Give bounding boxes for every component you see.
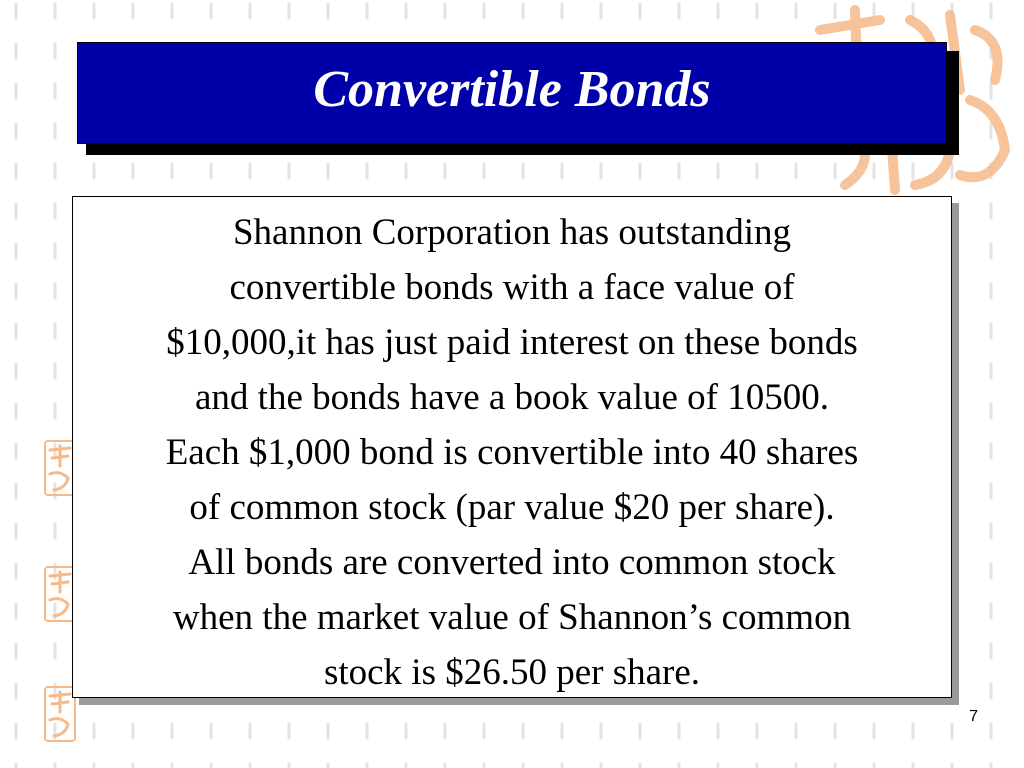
slide-title: Convertible Bonds <box>313 61 711 118</box>
body-textbox <box>72 196 952 698</box>
body-text: Shannon Corporation has outstanding convertible bonds with a face value of $10,000,it has just paid interest on these bonds and the bonds have a book value of 10500. Each $1,000 bond is convertible into 40 shares of common stock (par value $20 per share). All bonds are converted into common stock when the market value of Shannon’s common stock is $26.50 per share. <box>165 212 859 693</box>
slide-number: 7 <box>969 708 978 725</box>
title-banner <box>77 42 947 144</box>
